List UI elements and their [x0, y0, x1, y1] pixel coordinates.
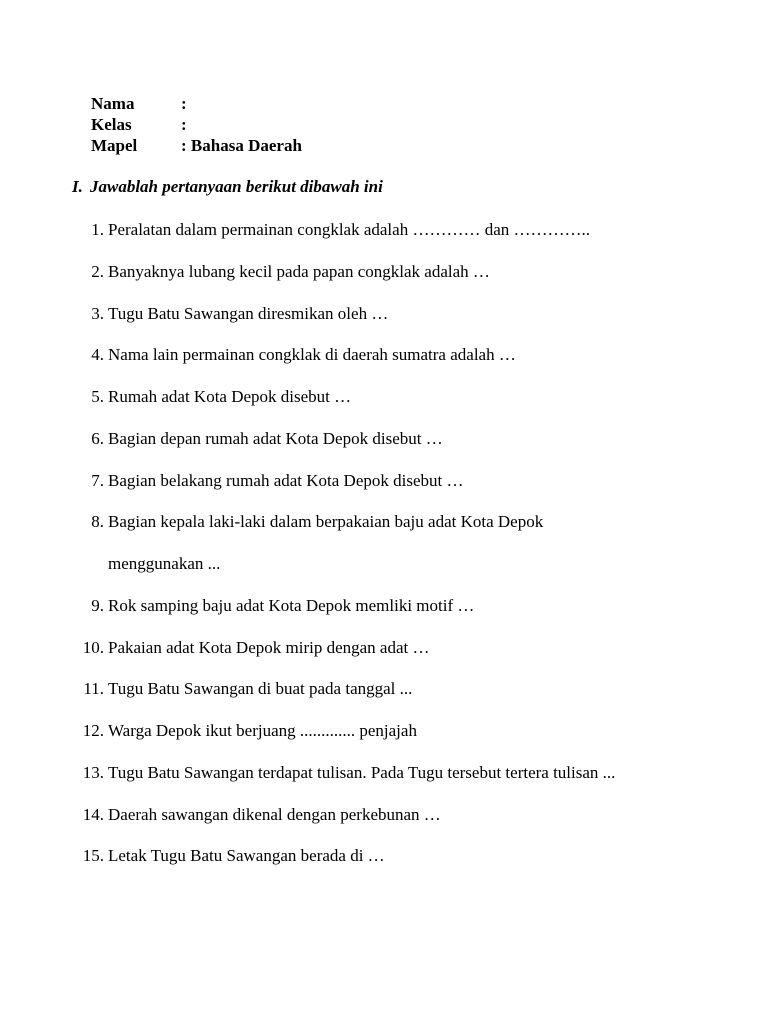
question-number: 12. [82, 721, 104, 740]
question-number: 11. [83, 679, 104, 699]
header-row-kelas [91, 114, 302, 135]
section-heading [72, 176, 383, 197]
question-text: Nama lain permainan congklak di daerah sumatra adalah … [108, 345, 516, 365]
question-number: 10. [82, 637, 104, 657]
question-text: Pakaian adat Kota Depok mirip dengan adat … [108, 637, 430, 657]
header-label: Kelas [91, 115, 132, 134]
question-text: Banyaknya lubang kecil pada papan congklak adalah … [108, 261, 490, 281]
question-number: 4. [91, 345, 104, 365]
question-text-continued: menggunakan ... [108, 554, 221, 573]
header-row-mapel [91, 135, 302, 156]
header-label: Nama [91, 94, 135, 113]
header-value: : [181, 115, 187, 134]
section-title: Jawablah pertanyaan berikut dibawah ini [90, 177, 383, 196]
question-number: 7. [91, 470, 104, 490]
question-text: Tugu Batu Sawangan diresmikan oleh … [108, 303, 389, 323]
question-number: 15. [82, 846, 104, 866]
question-text: Peralatan dalam permainan congklak adalah ………… dan ………….. [108, 220, 590, 239]
question-text: Tugu Batu Sawangan terdapat tulisan. Pada Tugu tersebut tertera tulisan ... [108, 762, 616, 782]
question-number: 2. [91, 261, 104, 281]
question-number: 14. [82, 804, 104, 824]
question-number: 9. [91, 595, 104, 615]
question-text: Warga Depok ikut berjuang ............. penjajah [108, 721, 417, 740]
header-row-nama [91, 93, 302, 114]
question-text: Tugu Batu Sawangan di buat pada tanggal ... [108, 679, 413, 699]
header-value: : Bahasa Daerah [181, 136, 302, 155]
question-number: 8. [91, 512, 104, 532]
question-text: Daerah sawangan dikenal dengan perkebunan … [108, 804, 441, 824]
header-value: : [181, 94, 187, 113]
header-label: Mapel [91, 136, 138, 155]
question-number: 5. [91, 387, 104, 406]
question-text: Rok samping baju adat Kota Depok memliki motif … [108, 595, 475, 615]
section-number: I. [72, 177, 83, 196]
question-text: Rumah adat Kota Depok disebut … [108, 387, 352, 406]
question-text: Bagian belakang rumah adat Kota Depok disebut … [108, 470, 464, 490]
question-text: Bagian kepala laki-laki dalam berpakaian baju adat Kota Depok [108, 512, 544, 532]
question-text: Bagian depan rumah adat Kota Depok disebut … [108, 428, 443, 448]
student-info-header [91, 93, 302, 156]
question-text: Letak Tugu Batu Sawangan berada di … [108, 846, 385, 866]
question-number: 3. [91, 303, 104, 323]
question-number: 6. [91, 428, 104, 448]
question-number: 13. [82, 762, 104, 782]
question-number: 1. [91, 220, 104, 239]
